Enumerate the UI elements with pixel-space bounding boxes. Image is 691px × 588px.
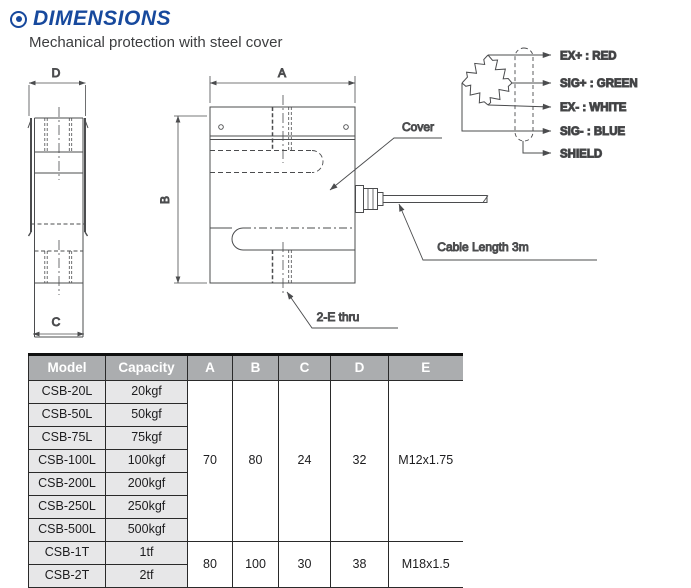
- thru-hole-label: 2-E thru: [316, 310, 360, 324]
- col-header-d: D: [331, 355, 389, 381]
- side-view-drawing: [28, 66, 88, 337]
- col-header-c: C: [279, 355, 331, 381]
- wire-label-sig-plus: SIG+ : GREEN: [560, 78, 638, 90]
- model-cell: CSB-20L: [29, 381, 106, 404]
- dim-a-value: 80: [188, 542, 233, 588]
- dim-label-c: C: [51, 315, 61, 329]
- capacity-cell: 100kgf: [106, 450, 188, 473]
- col-header-capacity: Capacity: [106, 355, 188, 381]
- capacity-cell: 1tf: [106, 542, 188, 565]
- dim-d-value: 38: [331, 542, 389, 588]
- section-subtitle: Mechanical protection with steel cover: [29, 34, 283, 51]
- dim-label-a: A: [277, 66, 287, 80]
- wiring-diagram: [459, 48, 638, 161]
- dim-c-value: 24: [279, 381, 331, 542]
- cable-length-label: Cable Length 3m: [437, 240, 529, 254]
- cover-label: Cover: [401, 120, 435, 134]
- wheatstone-bridge: [459, 52, 515, 108]
- page-title: DIMENSIONS: [33, 7, 172, 30]
- capacity-cell: 50kgf: [106, 404, 188, 427]
- capacity-cell: 75kgf: [106, 427, 188, 450]
- wire-label-shield: SHIELD: [560, 148, 603, 161]
- wire-shield: [523, 141, 551, 153]
- dim-b-value: 80: [233, 381, 279, 542]
- model-cell: CSB-50L: [29, 404, 106, 427]
- dim-b-value: 100: [233, 542, 279, 588]
- dim-label-b: B: [158, 195, 172, 205]
- dimensions-table: [28, 353, 463, 588]
- model-cell: CSB-200L: [29, 473, 106, 496]
- model-cell: CSB-1T: [29, 542, 106, 565]
- model-cell: CSB-500L: [29, 519, 106, 542]
- wire-label-ex-minus: EX- : WHITE: [560, 102, 627, 114]
- front-view-drawing: [158, 66, 355, 293]
- wire-label-ex-plus: EX+ : RED: [560, 50, 617, 63]
- dim-e-value: M12x1.75: [389, 381, 463, 542]
- cable-gland-drawing: [356, 186, 489, 213]
- model-cell: CSB-2T: [29, 565, 106, 588]
- table-row: [29, 381, 463, 404]
- dim-d-value: 32: [331, 381, 389, 542]
- col-header-model: Model: [29, 355, 106, 381]
- table-header-row: [29, 355, 463, 381]
- cable: [383, 196, 487, 203]
- dim-e-value: M18x1.5: [389, 542, 463, 588]
- capacity-cell: 500kgf: [106, 519, 188, 542]
- wire-label-sig-minus: SIG- : BLUE: [560, 126, 626, 138]
- capacity-cell: 2tf: [106, 565, 188, 588]
- dim-a-value: 70: [188, 381, 233, 542]
- table-row: [29, 542, 463, 565]
- callouts: [287, 120, 597, 328]
- cable-sheath-outline: [515, 48, 533, 141]
- capacity-cell: 250kgf: [106, 496, 188, 519]
- dim-label-d: D: [51, 66, 61, 80]
- cover-leader-line: [330, 138, 442, 190]
- col-header-b: B: [233, 355, 279, 381]
- model-cell: CSB-100L: [29, 450, 106, 473]
- col-header-e: E: [389, 355, 463, 381]
- col-header-a: A: [188, 355, 233, 381]
- capacity-cell: 20kgf: [106, 381, 188, 404]
- dim-c-value: 30: [279, 542, 331, 588]
- wire-ex-minus: [488, 105, 551, 107]
- model-cell: CSB-75L: [29, 427, 106, 450]
- capacity-cell: 200kgf: [106, 473, 188, 496]
- model-cell: CSB-250L: [29, 496, 106, 519]
